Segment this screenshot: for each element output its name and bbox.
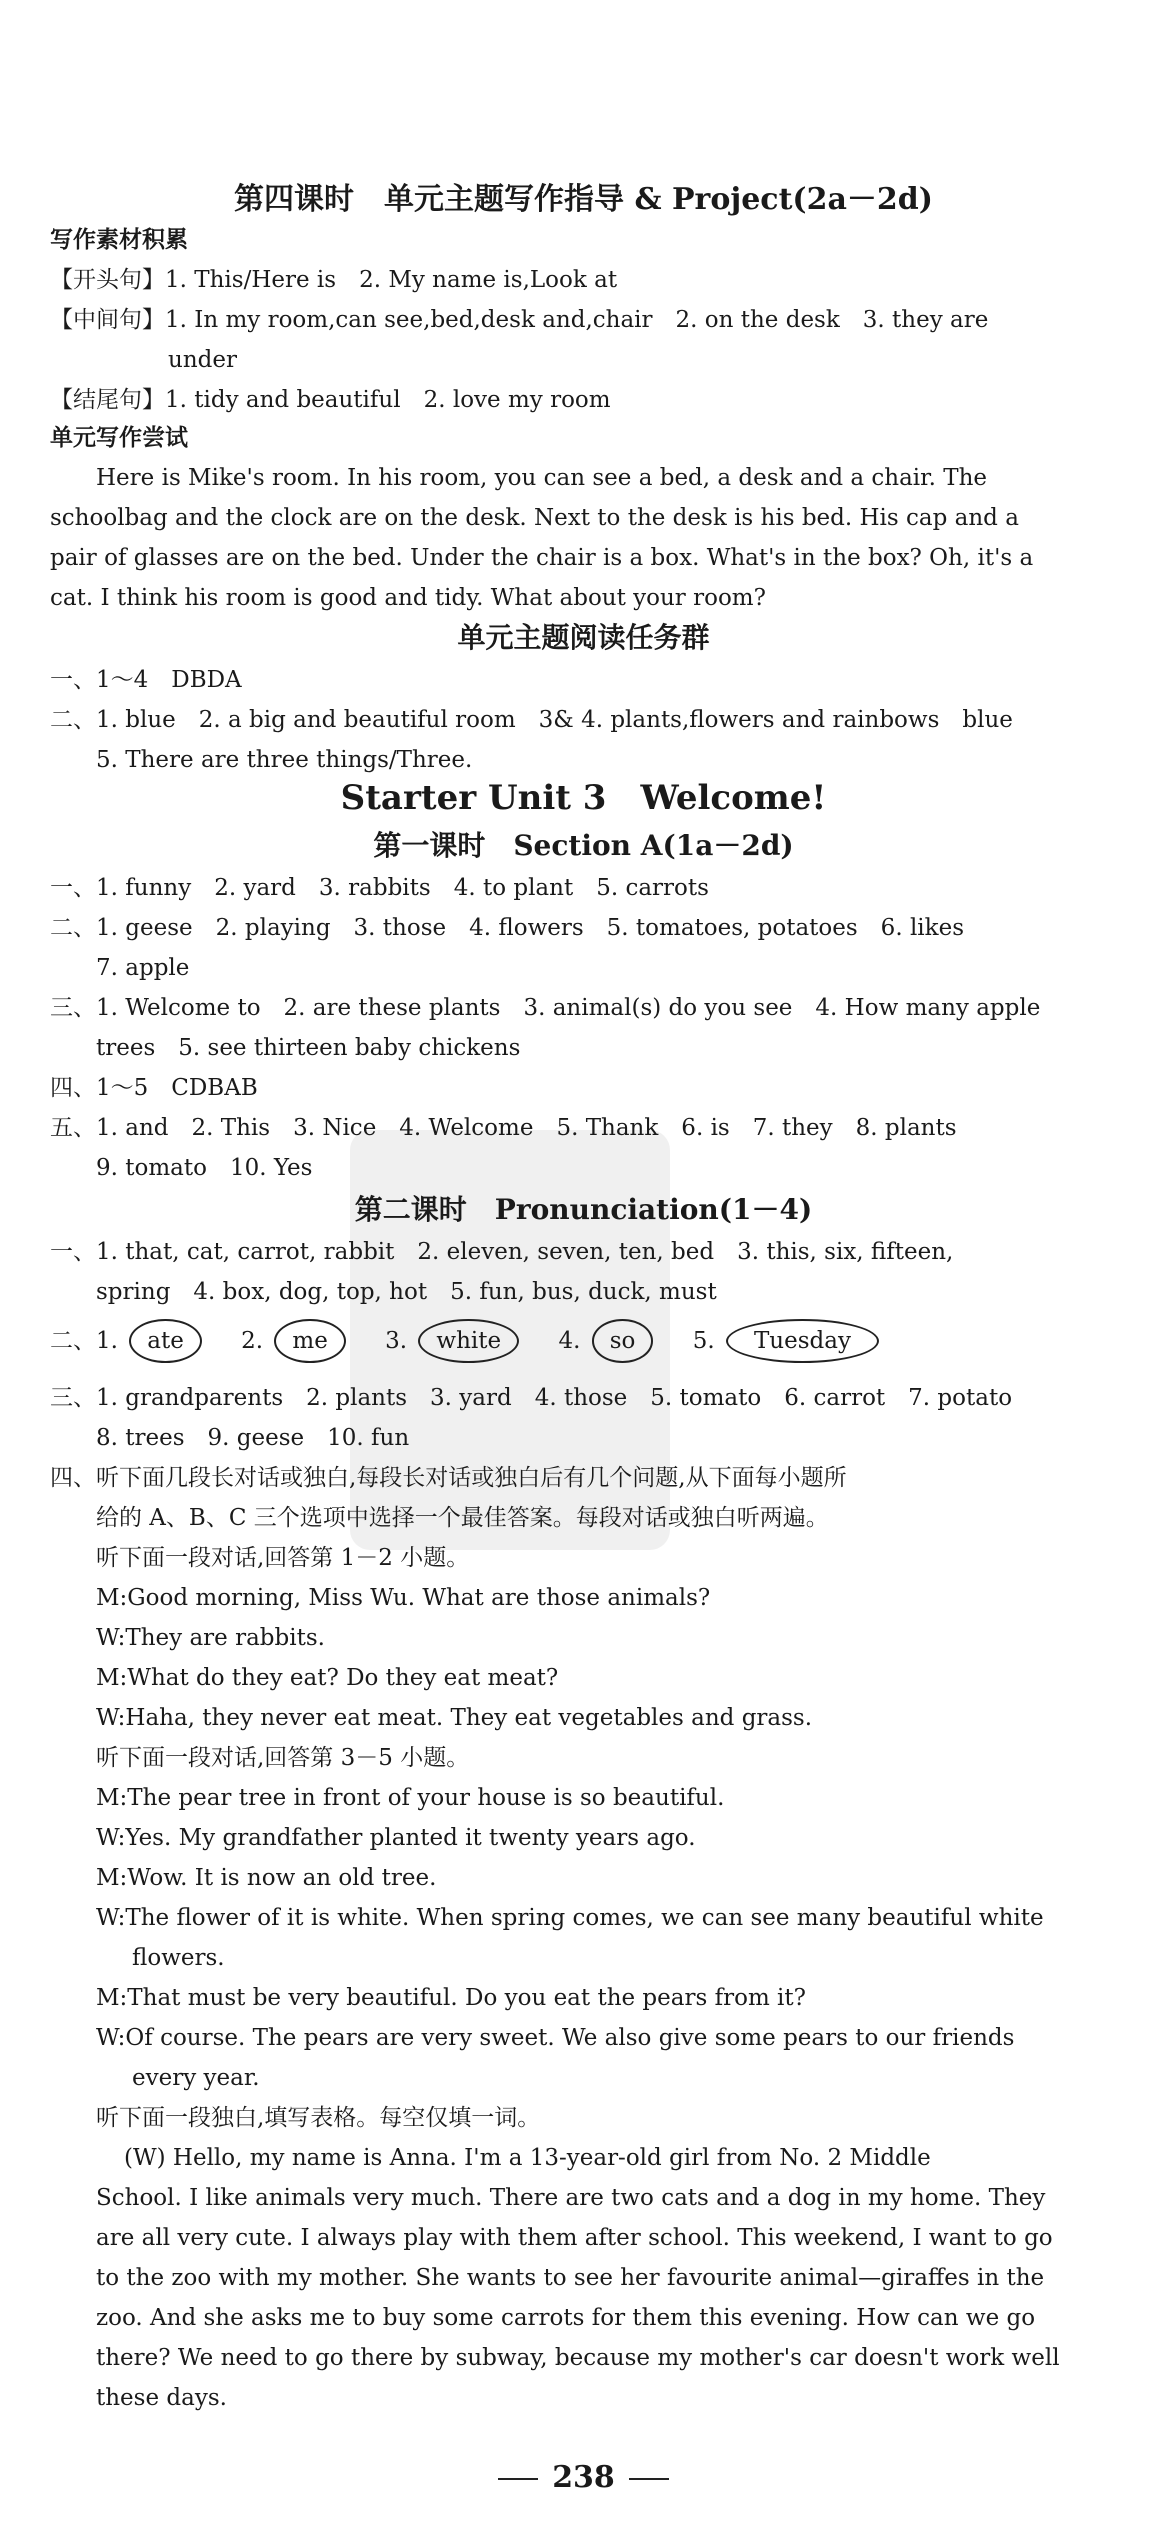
monologue-line-3: are all very cute. I always play with them after school. This weekend, I want to go <box>96 2225 1053 2251</box>
dialogue-line-9: flowers. <box>132 1945 225 1971</box>
page-number: 238 <box>552 2460 615 2495</box>
essay-line-2: schoolbag and the clock are on the desk. Next to the desk is his bed. His cap and a <box>50 505 1019 531</box>
lesson1-line-5: trees 5. see thirteen baby chickens <box>96 1035 521 1061</box>
dialogue-line-5: M:The pear tree in front of your house is so beautiful. <box>96 1785 725 1811</box>
lesson2-title: 第二课时 Pronunciation(1－4) <box>354 1193 813 1226</box>
footer-dash-right <box>629 2478 669 2480</box>
lesson2-line-1: 一、1. that, cat, carrot, rabbit 2. eleven, seven, ten, bed 3. this, six, fifteen, <box>50 1239 954 1265</box>
lesson1-line-2: 二、1. geese 2. playing 3. those 4. flowers 5. tomatoes, potatoes 6. likes <box>50 915 965 941</box>
monologue-line-7: these days. <box>96 2385 227 2411</box>
page-footer <box>0 2458 1167 2498</box>
reading-line-2: 二、1. blue 2. a big and beautiful room 3& 4. plants,flowers and rainbows blue <box>50 707 1013 733</box>
reading-line-1: 一、1～4 DBDA <box>50 667 242 693</box>
lesson2-line-9: 听下面一段独白,填写表格。每空仅填一词。 <box>96 2105 541 2131</box>
lesson4-title: 第四课时 单元主题写作指导 & Project(2a－2d) <box>234 182 933 217</box>
lesson1-title: 第一课时 Section A(1a－2d) <box>373 829 794 862</box>
circled-row-num-5: 5. <box>692 1328 715 1354</box>
dialogue-line-12: every year. <box>132 2065 260 2091</box>
lesson1-line-6: 四、1～5 CDBAB <box>50 1075 258 1101</box>
circled-word-tuesday: Tuesday <box>726 1319 879 1363</box>
footer-dash-left <box>498 2478 538 2480</box>
dialogue-line-11: W:Of course. The pears are very sweet. We also give some pears to our friends <box>96 2025 1015 2051</box>
dialogue-line-8: W:The flower of it is white. When spring comes, we can see many beautiful white <box>96 1905 1044 1931</box>
monologue-line-1: (W) Hello, my name is Anna. I'm a 13-year-old girl from No. 2 Middle <box>124 2145 931 2171</box>
essay-line-4: cat. I think his room is good and tidy. What about your room? <box>50 585 766 611</box>
circled-row-prefix: 二、1. <box>50 1328 118 1354</box>
writing-line-4: 【结尾句】1. tidy and beautiful 2. love my room <box>50 387 611 413</box>
lesson2-line-8: 听下面一段对话,回答第 3－5 小题。 <box>96 1745 470 1771</box>
circled-word-so: so <box>592 1319 654 1363</box>
lesson2-line-3: 三、1. grandparents 2. plants 3. yard 4. those 5. tomato 6. carrot 7. potato <box>50 1385 1013 1411</box>
monologue-line-4: to the zoo with my mother. She wants to see her favourite animal—giraffes in the <box>96 2265 1045 2291</box>
lesson2-line-7: 听下面一段对话,回答第 1－2 小题。 <box>96 1545 470 1571</box>
lesson2-circled-row <box>50 1318 1127 1364</box>
lesson1-line-8: 9. tomato 10. Yes <box>96 1155 313 1181</box>
dialogue-line-2: W:They are rabbits. <box>96 1625 325 1651</box>
monologue-line-6: there? We need to go there by subway, because my mother's car doesn't work well <box>96 2345 1060 2371</box>
essay-line-1: Here is Mike's room. In his room, you can see a bed, a desk and a chair. The <box>96 465 988 491</box>
dialogue-line-6: W:Yes. My grandfather planted it twenty years ago. <box>96 1825 696 1851</box>
circled-word-white: white <box>418 1319 519 1363</box>
lesson2-line-2: spring 4. box, dog, top, hot 5. fun, bus, duck, must <box>96 1279 717 1305</box>
dialogue-line-4: W:Haha, they never eat meat. They eat vegetables and grass. <box>96 1705 813 1731</box>
lesson1-line-1: 一、1. funny 2. yard 3. rabbits 4. to plant 5. carrots <box>50 875 709 901</box>
circled-row-num-2: 2. <box>241 1328 264 1354</box>
dialogue-line-1: M:Good morning, Miss Wu. What are those animals? <box>96 1585 711 1611</box>
unit-title: Starter Unit 3 Welcome! <box>340 778 827 818</box>
dialogue-line-3: M:What do they eat? Do they eat meat? <box>96 1665 559 1691</box>
lesson1-line-3: 7. apple <box>96 955 190 981</box>
writing-line-1: 【开头句】1. This/Here is 2. My name is,Look at <box>50 267 618 293</box>
writing-line-2: 【中间句】1. In my room,can see,bed,desk and,chair 2. on the desk 3. they are <box>50 307 989 333</box>
writing-line-3: under <box>168 347 237 373</box>
lesson1-line-7: 五、1. and 2. This 3. Nice 4. Welcome 5. Thank 6. is 7. they 8. plants <box>50 1115 957 1141</box>
circled-row-num-3: 3. <box>385 1328 408 1354</box>
circled-word-ate: ate <box>129 1319 202 1363</box>
dialogue-line-10: M:That must be very beautiful. Do you eat the pears from it? <box>96 1985 806 2011</box>
reading-line-3: 5. There are three things/Three. <box>96 747 473 773</box>
lesson1-line-4: 三、1. Welcome to 2. are these plants 3. animal(s) do you see 4. How many apple <box>50 995 1041 1021</box>
lesson2-line-6: 给的 A、B、C 三个选项中选择一个最佳答案。每段对话或独白听两遍。 <box>96 1505 829 1531</box>
reading-title: 单元主题阅读任务群 <box>457 621 710 654</box>
section-heading-materials: 写作素材积累 <box>50 226 188 253</box>
circled-word-me: me <box>274 1319 345 1363</box>
lesson2-line-5: 四、听下面几段长对话或独白,每段长对话或独白后有几个问题,从下面每小题所 <box>50 1465 847 1491</box>
section-heading-attempt: 单元写作尝试 <box>50 424 188 451</box>
monologue-line-2: School. I like animals very much. There are two cats and a dog in my home. They <box>96 2185 1046 2211</box>
essay-line-3: pair of glasses are on the bed. Under the chair is a box. What's in the box? Oh, it's a <box>50 545 1034 571</box>
lesson2-line-4: 8. trees 9. geese 10. fun <box>96 1425 410 1451</box>
monologue-line-5: zoo. And she asks me to buy some carrots for them this evening. How can we go <box>96 2305 1036 2331</box>
circled-row-num-4: 4. <box>558 1328 581 1354</box>
dialogue-line-7: M:Wow. It is now an old tree. <box>96 1865 437 1891</box>
